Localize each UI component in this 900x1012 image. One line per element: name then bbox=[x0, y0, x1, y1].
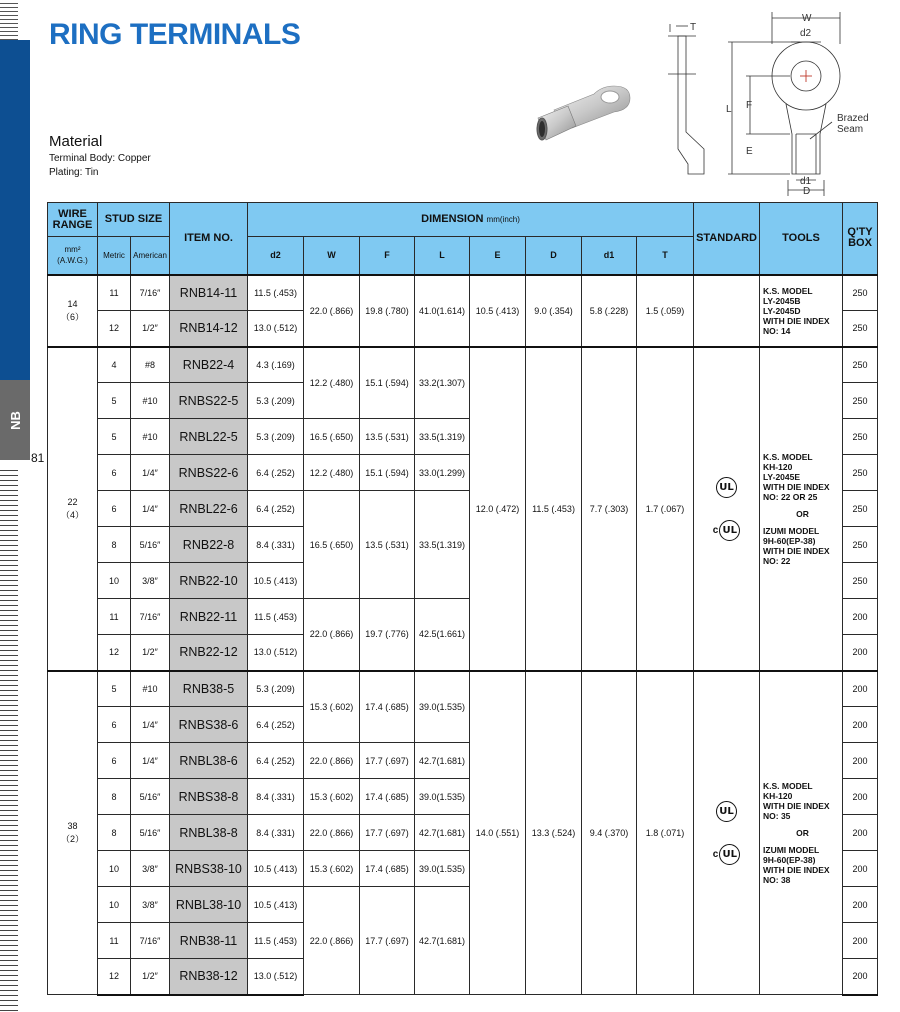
header-w: W bbox=[304, 237, 360, 275]
l-cell: 33.5(1.319) bbox=[415, 419, 470, 455]
l-cell: 39.0(1.535) bbox=[415, 671, 470, 743]
american-cell: 7/16″ bbox=[131, 923, 170, 959]
f-cell: 19.7 (.776) bbox=[360, 599, 415, 671]
d2-cell: 11.5 (.453) bbox=[248, 923, 304, 959]
item-cell: RNBL22-5 bbox=[170, 419, 248, 455]
metric-cell: 12 bbox=[98, 959, 131, 995]
qty-cell: 250 bbox=[843, 311, 878, 347]
f-cell: 19.8 (.780) bbox=[360, 275, 415, 347]
header-dimension: DIMENSION mm(inch) bbox=[248, 203, 694, 237]
w-cell: 16.5 (.650) bbox=[304, 419, 360, 455]
american-cell: #10 bbox=[131, 671, 170, 707]
f-cell: 17.4 (.685) bbox=[360, 671, 415, 743]
american-cell: 1/2″ bbox=[131, 311, 170, 347]
d2-cell: 6.4 (.252) bbox=[248, 707, 304, 743]
label-e: E bbox=[746, 146, 753, 157]
w-cell: 15.3 (.602) bbox=[304, 779, 360, 815]
standard-cell bbox=[694, 275, 760, 347]
d2-cell: 5.3 (.209) bbox=[248, 671, 304, 707]
cul-listed-icon: c UL bbox=[713, 520, 741, 541]
qty-cell: 200 bbox=[843, 599, 878, 635]
ul-listed-icon: UL bbox=[716, 801, 737, 822]
qty-cell: 200 bbox=[843, 851, 878, 887]
item-cell: RNBS22-5 bbox=[170, 383, 248, 419]
page-number: 81 bbox=[31, 451, 45, 465]
f-cell: 15.1 (.594) bbox=[360, 347, 415, 419]
qty-cell: 250 bbox=[843, 275, 878, 311]
label-l: L bbox=[726, 104, 732, 115]
item-cell: RNB14-11 bbox=[170, 275, 248, 311]
metric-cell: 6 bbox=[98, 743, 131, 779]
item-cell: RNB38-11 bbox=[170, 923, 248, 959]
american-cell: 1/4″ bbox=[131, 743, 170, 779]
d2-cell: 10.5 (.413) bbox=[248, 851, 304, 887]
w-cell: 22.0 (.866) bbox=[304, 743, 360, 779]
item-cell: RNB22-12 bbox=[170, 635, 248, 671]
item-cell: RNBS38-10 bbox=[170, 851, 248, 887]
f-cell: 17.7 (.697) bbox=[360, 815, 415, 851]
w-cell: 16.5 (.650) bbox=[304, 491, 360, 599]
header-item-no: ITEM NO. bbox=[170, 203, 248, 275]
material-plating: Plating: Tin bbox=[49, 167, 99, 178]
item-cell: RNB22-11 bbox=[170, 599, 248, 635]
item-cell: RNBL38-6 bbox=[170, 743, 248, 779]
t-cell: 1.7 (.067) bbox=[637, 347, 694, 671]
qty-cell: 200 bbox=[843, 707, 878, 743]
american-cell: 7/16″ bbox=[131, 275, 170, 311]
standard-cell bbox=[694, 671, 760, 995]
d2-cell: 6.4 (.252) bbox=[248, 455, 304, 491]
d2-cell: 11.5 (.453) bbox=[248, 275, 304, 311]
metric-cell: 10 bbox=[98, 563, 131, 599]
qty-cell: 250 bbox=[843, 563, 878, 599]
header-l: L bbox=[415, 237, 470, 275]
qty-cell: 200 bbox=[843, 743, 878, 779]
d1-cell: 5.8 (.228) bbox=[582, 275, 637, 347]
metric-cell: 6 bbox=[98, 491, 131, 527]
metric-cell: 6 bbox=[98, 455, 131, 491]
d2-cell: 10.5 (.413) bbox=[248, 887, 304, 923]
d-cell: 13.3 (.524) bbox=[526, 671, 582, 995]
american-cell: #10 bbox=[131, 419, 170, 455]
wire-range-cell: 22 （4） bbox=[48, 347, 98, 671]
edge-stripes-top bbox=[0, 0, 18, 40]
item-cell: RNB22-10 bbox=[170, 563, 248, 599]
item-cell: RNB22-8 bbox=[170, 527, 248, 563]
l-cell: 39.0(1.535) bbox=[415, 851, 470, 887]
label-t: T bbox=[690, 22, 697, 33]
american-cell: 1/4″ bbox=[131, 491, 170, 527]
metric-cell: 4 bbox=[98, 347, 131, 383]
header-standard: STANDARD bbox=[694, 203, 760, 275]
qty-cell: 200 bbox=[843, 671, 878, 707]
metric-cell: 5 bbox=[98, 671, 131, 707]
t-cell: 1.5 (.059) bbox=[637, 275, 694, 347]
e-cell: 12.0 (.472) bbox=[470, 347, 526, 671]
l-cell: 39.0(1.535) bbox=[415, 779, 470, 815]
header-e: E bbox=[470, 237, 526, 275]
qty-cell: 250 bbox=[843, 383, 878, 419]
qty-cell: 250 bbox=[843, 455, 878, 491]
wire-range-cell: 14 （6） bbox=[48, 275, 98, 347]
w-cell: 22.0 (.866) bbox=[304, 815, 360, 851]
edge-stripes-bottom bbox=[0, 466, 18, 1012]
material-title: Material bbox=[49, 133, 103, 150]
qty-cell: 250 bbox=[843, 347, 878, 383]
american-cell: 1/4″ bbox=[131, 707, 170, 743]
header-metric: Metric bbox=[98, 237, 131, 275]
american-cell: 3/8″ bbox=[131, 887, 170, 923]
d2-cell: 6.4 (.252) bbox=[248, 743, 304, 779]
header-d1: d1 bbox=[582, 237, 637, 275]
tools-cell: K.S. MODEL KH-120 LY-2045E WITH DIE INDEX NO: 22 OR 25 OR IZUMI MODEL 9H-60(EP-38) WITH DIE INDEX NO: 22 bbox=[760, 347, 843, 671]
d2-cell: 13.0 (.512) bbox=[248, 311, 304, 347]
e-cell: 10.5 (.413) bbox=[470, 275, 526, 347]
item-cell: RNB22-4 bbox=[170, 347, 248, 383]
american-cell: 1/2″ bbox=[131, 959, 170, 995]
item-cell: RNBL38-8 bbox=[170, 815, 248, 851]
item-cell: RNBL38-10 bbox=[170, 887, 248, 923]
terminal-photo bbox=[532, 78, 642, 148]
metric-cell: 6 bbox=[98, 707, 131, 743]
american-cell: 7/16″ bbox=[131, 599, 170, 635]
f-cell: 17.7 (.697) bbox=[360, 887, 415, 995]
w-cell: 15.3 (.602) bbox=[304, 851, 360, 887]
metric-cell: 10 bbox=[98, 887, 131, 923]
label-brazed: Brazed bbox=[837, 113, 869, 124]
w-cell: 22.0 (.866) bbox=[304, 275, 360, 347]
d2-cell: 8.4 (.331) bbox=[248, 815, 304, 851]
header-american: American bbox=[131, 237, 170, 275]
metric-cell: 8 bbox=[98, 527, 131, 563]
header-t: T bbox=[637, 237, 694, 275]
metric-cell: 5 bbox=[98, 419, 131, 455]
section-tab: NB bbox=[0, 380, 30, 460]
w-cell: 12.2 (.480) bbox=[304, 347, 360, 419]
header-tools: TOOLS bbox=[760, 203, 843, 275]
d2-cell: 8.4 (.331) bbox=[248, 779, 304, 815]
l-cell: 42.7(1.681) bbox=[415, 815, 470, 851]
header-wire-range: WIRE RANGE bbox=[48, 203, 98, 237]
metric-cell: 11 bbox=[98, 599, 131, 635]
d1-cell: 9.4 (.370) bbox=[582, 671, 637, 995]
e-cell: 14.0 (.551) bbox=[470, 671, 526, 995]
side-band bbox=[0, 40, 30, 380]
d2-cell: 4.3 (.169) bbox=[248, 347, 304, 383]
metric-cell: 10 bbox=[98, 851, 131, 887]
qty-cell: 250 bbox=[843, 527, 878, 563]
american-cell: #8 bbox=[131, 347, 170, 383]
d2-cell: 8.4 (.331) bbox=[248, 527, 304, 563]
f-cell: 13.5 (.531) bbox=[360, 419, 415, 455]
header-stud-size: STUD SIZE bbox=[98, 203, 170, 237]
label-seam: Seam bbox=[837, 124, 864, 135]
qty-cell: 200 bbox=[843, 887, 878, 923]
qty-cell: 200 bbox=[843, 779, 878, 815]
header-qty: Q'TY BOX bbox=[843, 203, 878, 275]
qty-cell: 200 bbox=[843, 635, 878, 671]
w-cell: 12.2 (.480) bbox=[304, 455, 360, 491]
american-cell: 1/2″ bbox=[131, 635, 170, 671]
item-cell: RNB38-12 bbox=[170, 959, 248, 995]
l-cell: 33.2(1.307) bbox=[415, 347, 470, 419]
label-d2: d2 bbox=[800, 28, 812, 39]
material-body: Terminal Body: Copper bbox=[49, 153, 151, 164]
l-cell: 41.0(1.614) bbox=[415, 275, 470, 347]
d2-cell: 13.0 (.512) bbox=[248, 959, 304, 995]
header-wire-units: mm² (A.W.G.) bbox=[48, 237, 98, 275]
table-row bbox=[48, 671, 878, 707]
l-cell: 33.0(1.299) bbox=[415, 455, 470, 491]
cul-listed-icon: c UL bbox=[713, 844, 741, 865]
american-cell: 5/16″ bbox=[131, 779, 170, 815]
label-d: D bbox=[803, 186, 811, 197]
metric-cell: 11 bbox=[98, 275, 131, 311]
d-cell: 9.0 (.354) bbox=[526, 275, 582, 347]
qty-cell: 200 bbox=[843, 815, 878, 851]
table-row bbox=[48, 275, 878, 311]
d2-cell: 6.4 (.252) bbox=[248, 491, 304, 527]
f-cell: 15.1 (.594) bbox=[360, 455, 415, 491]
w-cell: 15.3 (.602) bbox=[304, 671, 360, 743]
metric-cell: 11 bbox=[98, 923, 131, 959]
table-row bbox=[48, 347, 878, 383]
qty-cell: 200 bbox=[843, 959, 878, 995]
tools-cell: K.S. MODEL LY-2045B LY-2045D WITH DIE INDEX NO: 14 bbox=[760, 275, 843, 347]
metric-cell: 8 bbox=[98, 815, 131, 851]
l-cell: 42.7(1.681) bbox=[415, 887, 470, 995]
metric-cell: 5 bbox=[98, 383, 131, 419]
d2-cell: 13.0 (.512) bbox=[248, 635, 304, 671]
american-cell: 3/8″ bbox=[131, 851, 170, 887]
l-cell: 42.7(1.681) bbox=[415, 743, 470, 779]
d-cell: 11.5 (.453) bbox=[526, 347, 582, 671]
metric-cell: 8 bbox=[98, 779, 131, 815]
header-d: D bbox=[526, 237, 582, 275]
item-cell: RNBS38-8 bbox=[170, 779, 248, 815]
metric-cell: 12 bbox=[98, 635, 131, 671]
f-cell: 17.4 (.685) bbox=[360, 779, 415, 815]
f-cell: 13.5 (.531) bbox=[360, 491, 415, 599]
w-cell: 22.0 (.866) bbox=[304, 599, 360, 671]
american-cell: 5/16″ bbox=[131, 527, 170, 563]
d1-cell: 7.7 (.303) bbox=[582, 347, 637, 671]
item-cell: RNBS22-6 bbox=[170, 455, 248, 491]
qty-cell: 250 bbox=[843, 491, 878, 527]
dimension-drawing bbox=[660, 4, 890, 199]
item-cell: RNBL22-6 bbox=[170, 491, 248, 527]
header-d2: d2 bbox=[248, 237, 304, 275]
item-cell: RNBS38-6 bbox=[170, 707, 248, 743]
d2-cell: 10.5 (.413) bbox=[248, 563, 304, 599]
item-cell: RNB38-5 bbox=[170, 671, 248, 707]
standard-cell bbox=[694, 347, 760, 671]
ul-listed-icon: UL bbox=[716, 477, 737, 498]
l-cell: 42.5(1.661) bbox=[415, 599, 470, 671]
american-cell: #10 bbox=[131, 383, 170, 419]
metric-cell: 12 bbox=[98, 311, 131, 347]
american-cell: 3/8″ bbox=[131, 563, 170, 599]
w-cell: 22.0 (.866) bbox=[304, 887, 360, 995]
d2-cell: 5.3 (.209) bbox=[248, 419, 304, 455]
qty-cell: 250 bbox=[843, 419, 878, 455]
t-cell: 1.8 (.071) bbox=[637, 671, 694, 995]
american-cell: 5/16″ bbox=[131, 815, 170, 851]
label-d1: d1 bbox=[800, 176, 812, 187]
label-f: F bbox=[746, 100, 753, 111]
d2-cell: 11.5 (.453) bbox=[248, 599, 304, 635]
item-cell: RNB14-12 bbox=[170, 311, 248, 347]
specs-table bbox=[47, 202, 878, 996]
american-cell: 1/4″ bbox=[131, 455, 170, 491]
header-f: F bbox=[360, 237, 415, 275]
f-cell: 17.7 (.697) bbox=[360, 743, 415, 779]
page-title: RING TERMINALS bbox=[49, 18, 301, 51]
label-w: W bbox=[802, 13, 812, 24]
l-cell: 33.5(1.319) bbox=[415, 491, 470, 599]
wire-range-cell: 38 （2） bbox=[48, 671, 98, 995]
f-cell: 17.4 (.685) bbox=[360, 851, 415, 887]
qty-cell: 200 bbox=[843, 923, 878, 959]
d2-cell: 5.3 (.209) bbox=[248, 383, 304, 419]
tools-cell: K.S. MODEL KH-120 WITH DIE INDEX NO: 35 OR IZUMI MODEL 9H-60(EP-38) WITH DIE INDEX NO: 38 bbox=[760, 671, 843, 995]
